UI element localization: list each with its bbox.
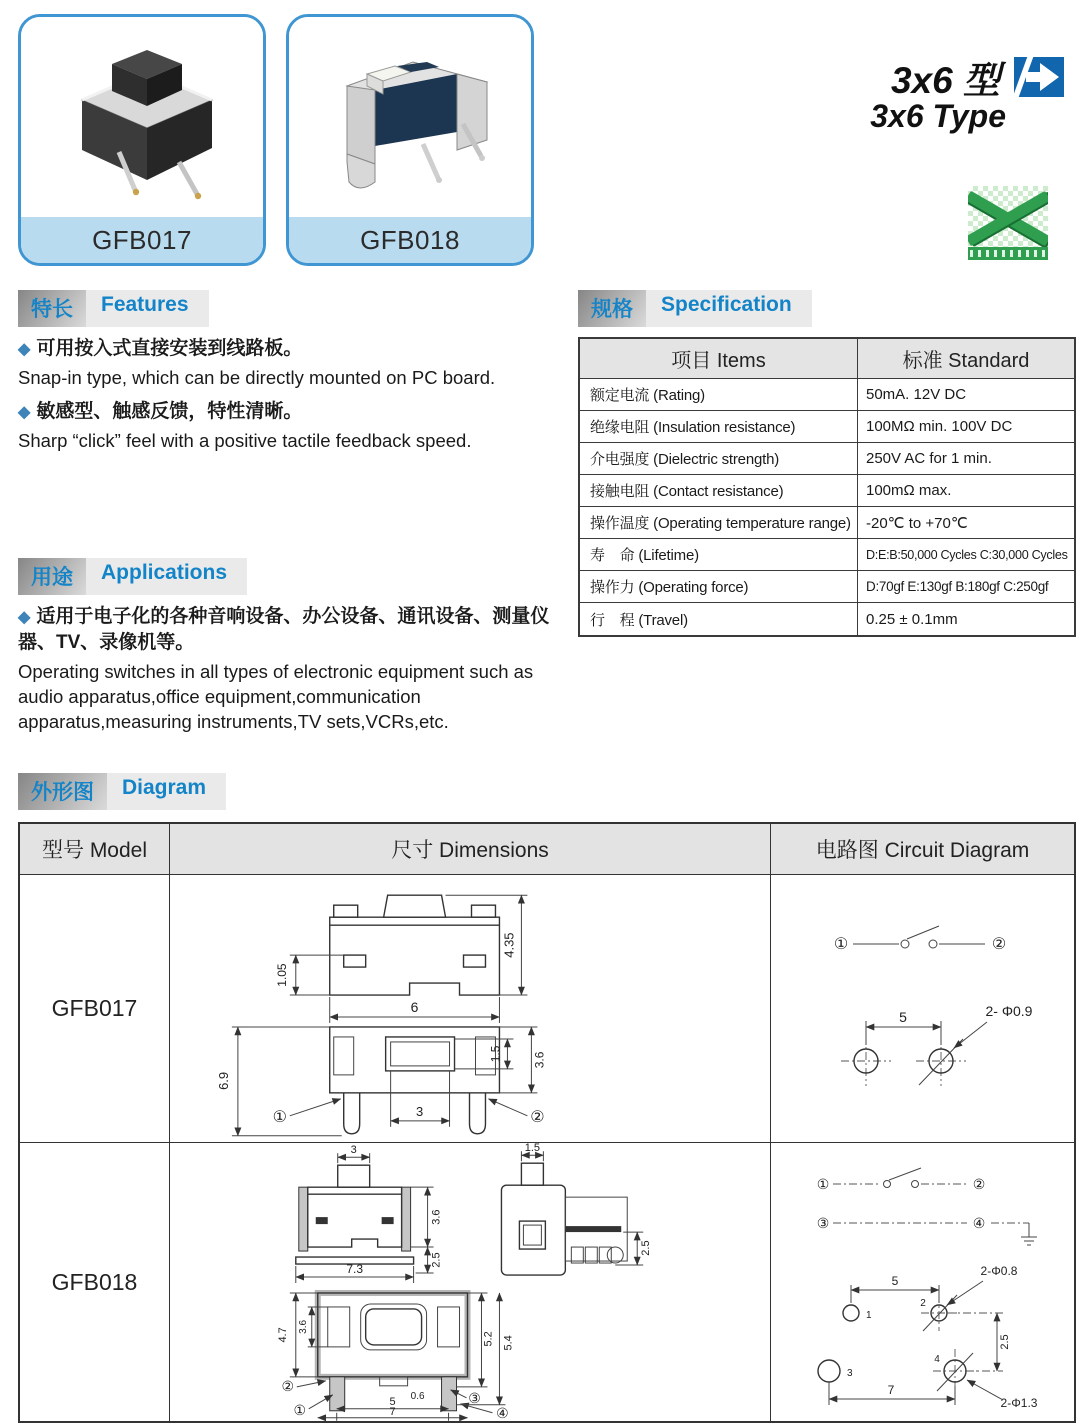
features-section bbox=[18, 290, 566, 453]
pin-label-3: ③ bbox=[816, 1215, 830, 1231]
pin-label-1: ① bbox=[293, 1401, 307, 1418]
gfb017-dimensions-drawing bbox=[170, 875, 771, 1143]
spec-standard: D:70gf E:130gf B:180gf C:250gf bbox=[866, 579, 1049, 594]
dim-label: 4.7 bbox=[276, 1327, 289, 1343]
gfb018-dimension-views bbox=[170, 1143, 770, 1421]
pin-label-3: ③ bbox=[468, 1389, 481, 1406]
product-card-gfb017 bbox=[18, 14, 266, 266]
switch-photo-illustration bbox=[305, 22, 515, 212]
pin-label-1: ① bbox=[272, 1108, 287, 1126]
dim-label: 7 bbox=[887, 1383, 895, 1397]
specification-section bbox=[578, 290, 1076, 637]
feature-text-en: Sharp “click” feel with a positive tactile feedback speed. bbox=[18, 429, 472, 451]
applications-section bbox=[18, 558, 570, 734]
spec-row-lifetime bbox=[580, 539, 1074, 571]
spec-item: 绝缘电阻 (Insulation resistance) bbox=[580, 411, 858, 442]
specification-table bbox=[578, 337, 1076, 637]
dim-label: 1.5 bbox=[524, 1143, 541, 1155]
spec-col-standard: 标准 Standard bbox=[902, 350, 1030, 372]
diagram-title-en: Diagram bbox=[107, 773, 226, 810]
applications-header bbox=[18, 558, 247, 595]
hole-spec-label: 2- Φ0.9 bbox=[985, 1002, 1033, 1019]
dim-label: 3 bbox=[415, 1103, 424, 1119]
bullet-diamond-icon: ◆ bbox=[18, 609, 31, 626]
pin-label-2: ② bbox=[530, 1108, 545, 1126]
spec-item: 操作温度 (Operating temperature range) bbox=[580, 507, 858, 538]
gfb017-dimension-views bbox=[170, 875, 770, 1143]
dim-label: 3.6 bbox=[532, 1051, 547, 1068]
type-title-cn bbox=[891, 50, 1064, 104]
hole-spec-label: 2-Φ1.3 bbox=[1000, 1396, 1038, 1410]
spec-item: 行 程 (Travel) bbox=[580, 603, 858, 635]
pin-label-2: ② bbox=[281, 1377, 295, 1394]
pin-label-2: ② bbox=[991, 935, 1007, 953]
spec-table-header-row bbox=[580, 339, 1074, 379]
spec-standard: 0.25 ± 0.1mm bbox=[866, 610, 958, 628]
product-model-label: GFB017 bbox=[21, 217, 263, 263]
spec-standard: 100MΩ min. 100V DC bbox=[866, 418, 1013, 435]
hole-number: 3 bbox=[847, 1368, 853, 1379]
spec-row-contact bbox=[580, 475, 1074, 507]
eco-banner bbox=[968, 247, 1048, 260]
spec-standard: -20℃ to +70℃ bbox=[866, 514, 968, 532]
applications-text-en: Operating switches in all types of electronic equipment such as audio apparatus,office equipment,communication apparatus,measuring instruments,TV sets,VCRs,etc. bbox=[18, 660, 534, 732]
feature-text-cn: 可用按入式直接安装到线路板。 bbox=[36, 338, 303, 359]
dim-label: 2.5 bbox=[430, 1252, 443, 1268]
diagram-col-circuit: 电路图 Circuit Diagram bbox=[771, 824, 1074, 875]
dim-label: 5.4 bbox=[502, 1335, 515, 1351]
product-photo-gfb018 bbox=[289, 17, 531, 217]
diagram-model-gfb017: GFB017 bbox=[20, 875, 170, 1143]
spec-standard: 250V AC for 1 min. bbox=[866, 450, 992, 467]
dim-label: 2.5 bbox=[999, 1334, 1011, 1350]
diagram-header bbox=[18, 773, 226, 810]
type-title-cn-text: 3x6 型 bbox=[890, 60, 1000, 101]
dim-label: 1.05 bbox=[274, 962, 289, 987]
applications-text-cn: 适用于电子化的各种音响设备、办公设备、通讯设备、测量仪器、TV、录像机等。 bbox=[18, 606, 550, 653]
spec-row-temperature bbox=[580, 507, 1074, 539]
applications-item bbox=[18, 604, 570, 656]
dim-label: 2.5 bbox=[640, 1240, 653, 1256]
arrow-right-icon bbox=[1014, 57, 1064, 97]
spec-row-travel bbox=[580, 603, 1074, 635]
diagram-title-cn: 外形图 bbox=[18, 773, 107, 810]
dim-label: 6 bbox=[410, 998, 419, 1015]
spec-standard: 50mA. 12V DC bbox=[866, 386, 967, 403]
feature-item bbox=[18, 399, 566, 425]
dim-label: 1.5 bbox=[488, 1045, 503, 1062]
pin-label-2: ② bbox=[972, 1176, 986, 1192]
gfb018-circuit-diagram bbox=[771, 1143, 1074, 1421]
spec-item: 寿 命 (Lifetime) bbox=[580, 539, 858, 570]
diagram-col-dimensions: 尺寸 Dimensions bbox=[170, 824, 771, 875]
dim-label: 5 bbox=[899, 1008, 907, 1025]
hole-number: 1 bbox=[866, 1310, 872, 1321]
dim-label: 6.9 bbox=[215, 1071, 231, 1090]
diagram-model-gfb018: GFB018 bbox=[20, 1143, 170, 1421]
spec-standard: D:E:B:50,000 Cycles C:30,000 Cycles bbox=[866, 547, 1068, 562]
pin-label-1: ① bbox=[816, 1176, 830, 1192]
dim-label: 5 bbox=[891, 1274, 899, 1288]
switch-photo-illustration bbox=[37, 22, 247, 212]
bullet-diamond-icon: ◆ bbox=[18, 403, 31, 421]
pin-label-1: ① bbox=[833, 935, 849, 953]
feature-text-cn: 敏感型、触感反馈，特性清晰。 bbox=[36, 400, 303, 422]
spec-row-insulation bbox=[580, 411, 1074, 443]
applications-title-cn: 用途 bbox=[18, 558, 86, 595]
spec-item: 介电强度 (Dielectric strength) bbox=[580, 443, 858, 474]
product-model-label: GFB018 bbox=[289, 217, 531, 263]
diagram-section bbox=[18, 773, 1076, 1423]
spec-standard: 100mΩ max. bbox=[866, 482, 952, 499]
pin-label-4: ④ bbox=[972, 1215, 986, 1231]
spec-row-force bbox=[580, 571, 1074, 603]
specification-header bbox=[578, 290, 812, 327]
gfb018-circuit-drawing bbox=[771, 1143, 1074, 1421]
spec-col-items: 项目 Items bbox=[580, 339, 858, 378]
spec-item: 接触电阻 (Contact resistance) bbox=[580, 475, 858, 506]
dim-label: 5.2 bbox=[482, 1331, 495, 1347]
dim-label: 3.6 bbox=[297, 1319, 309, 1334]
dim-label: 7 bbox=[389, 1405, 396, 1418]
features-header bbox=[18, 290, 209, 327]
gfb017-circuit-diagram bbox=[771, 875, 1074, 1143]
spec-row-rating bbox=[580, 379, 1074, 411]
features-title-cn: 特长 bbox=[18, 290, 86, 327]
hole-spec-label: 2-Φ0.8 bbox=[980, 1264, 1018, 1278]
applications-title-en: Applications bbox=[86, 558, 247, 595]
specification-title-cn: 规格 bbox=[578, 290, 646, 327]
spec-item: 额定电流 (Rating) bbox=[580, 379, 858, 410]
feature-item bbox=[18, 336, 566, 362]
pin-label-4: ④ bbox=[496, 1404, 509, 1421]
hole-number: 4 bbox=[934, 1354, 940, 1365]
gfb018-dimensions-drawing bbox=[170, 1143, 771, 1421]
features-title-en: Features bbox=[86, 290, 209, 327]
specification-title-en: Specification bbox=[646, 290, 812, 327]
spec-item: 操作力 (Operating force) bbox=[580, 571, 858, 602]
type-title-en: 3x6 Type bbox=[870, 98, 1006, 134]
product-photo-gfb017 bbox=[21, 17, 263, 217]
diagram-table bbox=[18, 822, 1076, 1423]
spec-row-dielectric bbox=[580, 443, 1074, 475]
dim-label: 5 bbox=[389, 1395, 396, 1408]
dim-label: 7.3 bbox=[346, 1262, 364, 1277]
eco-certification-logo bbox=[968, 186, 1048, 260]
feature-text-en: Snap-in type, which can be directly mounted on PC board. bbox=[18, 366, 496, 388]
dim-label: 0.6 bbox=[410, 1390, 425, 1402]
diagram-col-model: 型号 Model bbox=[20, 824, 170, 875]
hole-number: 2 bbox=[920, 1298, 926, 1309]
bullet-diamond-icon: ◆ bbox=[18, 341, 31, 358]
gfb017-circuit-drawing bbox=[771, 875, 1074, 1143]
dim-label: 3.6 bbox=[430, 1209, 443, 1225]
dim-label: 3 bbox=[350, 1144, 357, 1157]
product-card-gfb018 bbox=[286, 14, 534, 266]
dim-label: 4.35 bbox=[501, 931, 517, 958]
